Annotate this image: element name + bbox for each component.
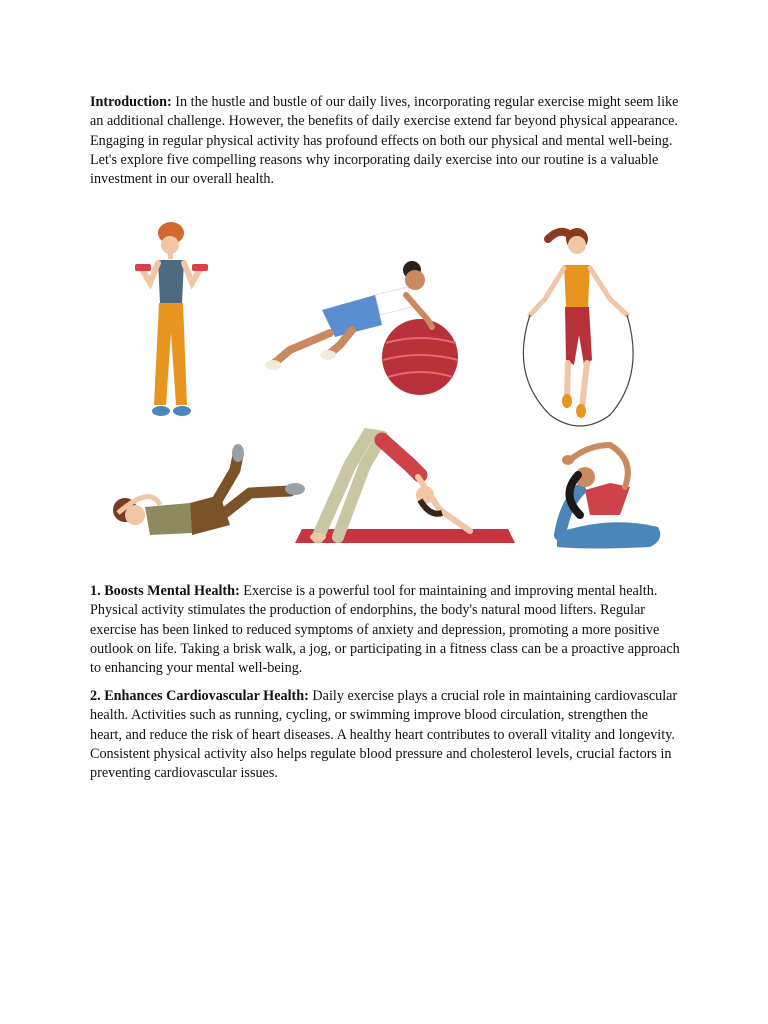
section-2-text: Daily exercise plays a crucial role in maintaining cardiovascular health. Activities such as running, cycling, or swimming improve blood circulation, strengthen the heart, and reduce the risk of heart diseases. A healthy heart contributes to overall vitality and longevity. Consistent physical activity also helps regulate blood pressure and cholesterol levels, crucial factors in preventing cardiovascular issues. <box>90 688 678 782</box>
exercise-ball-woman-figure <box>265 261 458 395</box>
crunch-woman-figure <box>113 444 305 535</box>
dumbbell-woman-figure <box>135 222 208 416</box>
intro-paragraph <box>90 93 682 189</box>
intro-text: In the hustle and bustle of our daily lives, incorporating regular exercise might seem like an additional challenge. However, the benefits of daily exercise extend far beyond physical appearance. Engaging in regular physical activity has profound effects on both our physical and mental well-being. Let's explore five compelling reasons why incorporating daily exercise into our routine is a valuable investment in our overall health. <box>90 94 679 188</box>
section-2-paragraph <box>90 687 682 783</box>
section-2-heading: 2. Enhances Cardiovascular Health: <box>90 688 309 704</box>
intro-label: Introduction: <box>90 94 172 110</box>
jump-rope-woman-figure <box>523 228 633 426</box>
downward-dog-woman-figure <box>295 435 515 543</box>
exercise-illustration <box>90 215 690 560</box>
section-1-heading: 1. Boosts Mental Health: <box>90 583 240 599</box>
yoga-pose-woman-figure <box>557 445 660 549</box>
section-1-paragraph <box>90 582 682 678</box>
section-1-text: Exercise is a powerful tool for maintaining and improving mental health. Physical activity stimulates the production of endorphins, the body's natural mood lifters. Regular exercise has been linked to reduced symptoms of anxiety and depression, promoting a more positive outlook on life. Taking a brisk walk, a jog, or participating in a fitness class can be a proactive approach to enhancing your mental well-being. <box>90 583 680 677</box>
